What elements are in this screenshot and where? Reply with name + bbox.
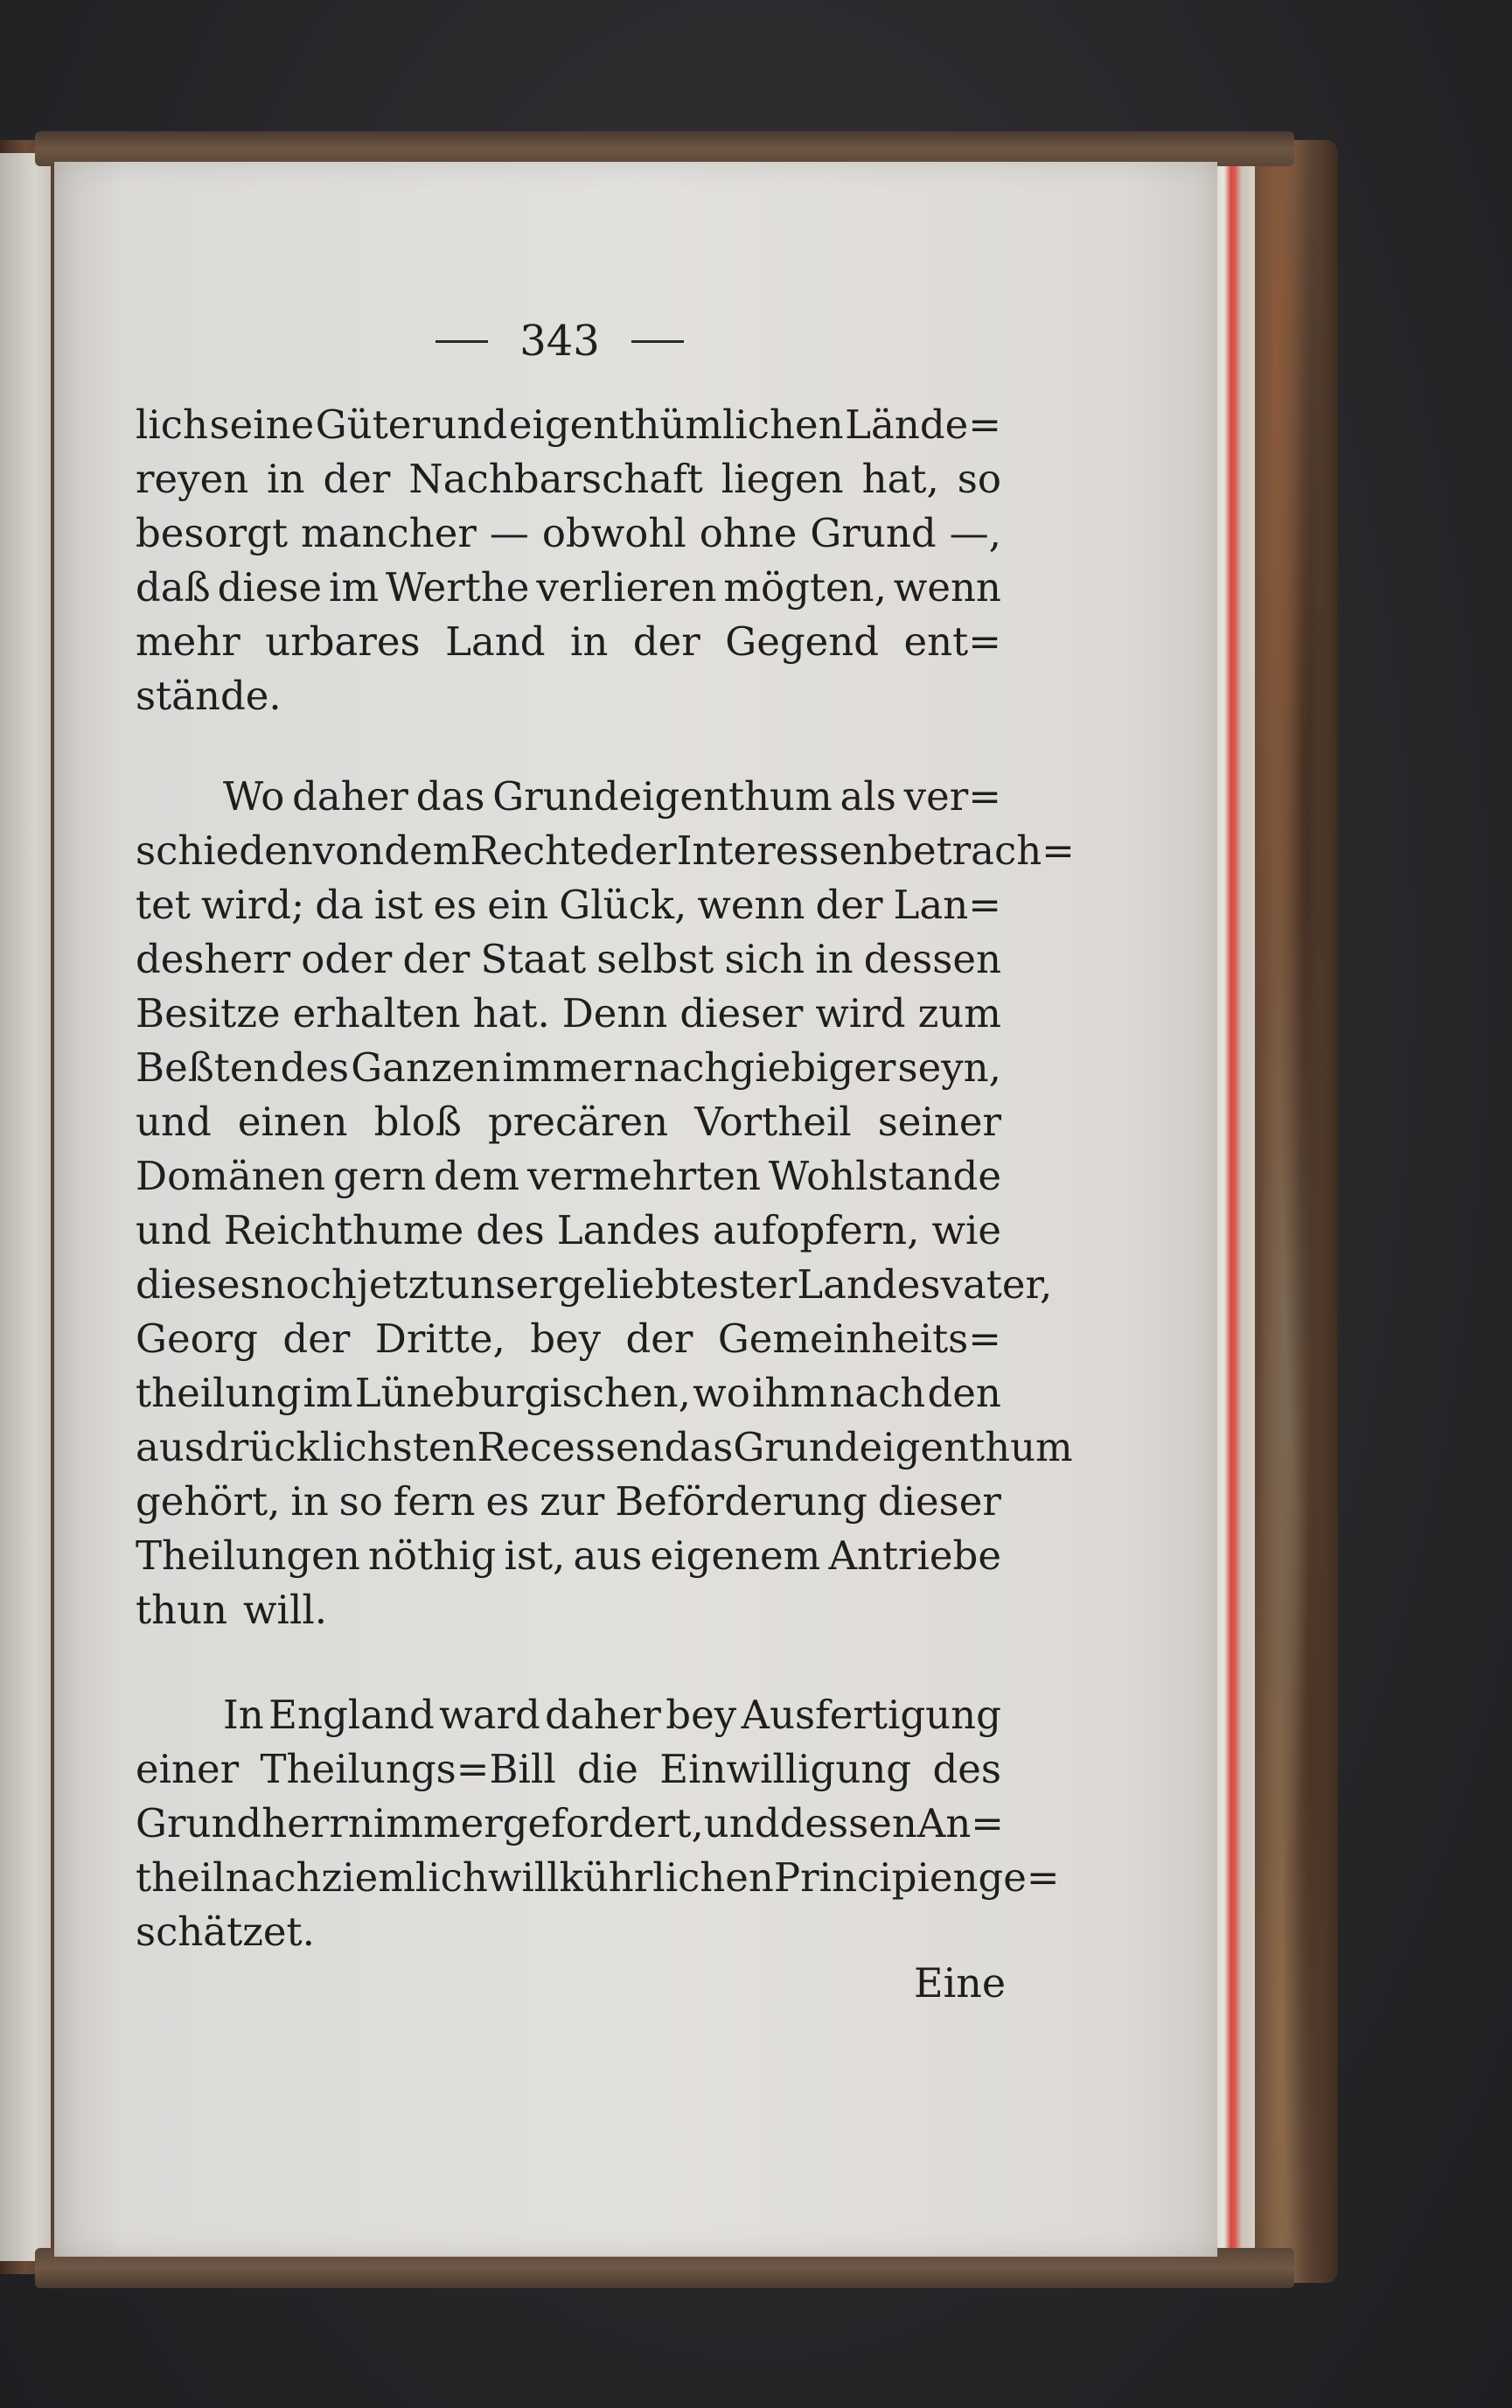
left-page-edge [0,153,51,2261]
text-line: Theilungen nöthig ist, aus eigenem Antriebe [136,1532,1001,1579]
text-line: ausdrücklichsten Recessen das Grundeigenthum [136,1424,1073,1470]
text-line: tet wird; da ist es ein Glück, wenn der Lan= [136,882,1001,928]
text-line: theilung im Lüneburgischen, wo ihm nach den [136,1370,1001,1416]
text-line: besorgt mancher — obwohl ohne Grund —, [136,510,1001,556]
text-line: theil nach ziemlich willkührlichen Principien ge= [136,1854,1060,1901]
marbled-cover-board [1251,140,1338,2283]
text-line: Grundherrn immer gefordert, und dessen An= [136,1800,1005,1846]
text-line: reyen in der Nachbarschaft liegen hat, so [136,456,1001,502]
text-line: mehr urbares Land in der Gegend ent= [136,618,1001,665]
text-line: einer Theilungs=Bill die Einwilligung des [136,1746,1001,1792]
text-line: und einen bloß precären Vortheil seiner [136,1099,1001,1145]
text-line: Domänen gern dem vermehrten Wohlstande [136,1153,1001,1199]
text-line: und Reichthume des Landes aufopfern, wie [136,1207,1001,1253]
header-dash-left [435,340,488,343]
page-header [411,311,708,372]
paragraph-3 [136,1688,1060,1959]
catchword: Eine [914,1959,1007,2007]
text-line: schieden von dem Rechte der Interessen betrach= [136,827,1075,874]
text-line: dieses noch jetzt unser geliebtester Landesvater, [136,1261,1053,1308]
text-line: desherr oder der Staat selbst sich in dessen [136,936,1001,982]
text-line: stände. [136,673,282,719]
text-line: In England ward daher bey Ausfertigung [223,1692,1001,1738]
text-line: Besitze erhalten hat. Denn dieser wird zum [136,990,1001,1036]
text-line: Wo daher das Grundeigenthum als ver= [223,773,1001,820]
paragraph-2 [136,770,1075,1637]
text-line: schätzet. [136,1909,315,1955]
text-line: thun will. [136,1587,328,1633]
page-block-edge [1211,162,1255,2261]
text-line: lich seine Güter und eigenthümlichen Lände= [136,401,1001,448]
text-line: gehört, in so fern es zur Beförderung dieser [136,1478,1001,1525]
text-line: Georg der Dritte, bey der Gemeinheits= [136,1316,1001,1362]
text-line: daß diese im Werthe verlieren mögten, wenn [136,564,1001,611]
top-binding-edge [35,131,1294,166]
text-line: Beßten des Ganzen immer nachgiebiger seyn, [136,1044,1001,1091]
header-dash-right [631,340,684,343]
paragraph-1 [136,398,1001,723]
page-number: 343 [519,317,600,366]
